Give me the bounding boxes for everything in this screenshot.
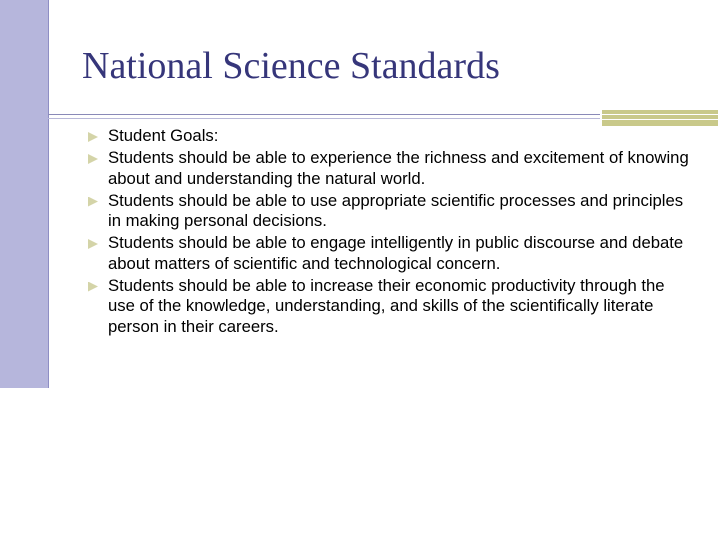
- list-item: [88, 276, 692, 338]
- divider-accent-block: [600, 110, 718, 126]
- list-item-text: Students should be able to engage intelligently in public discourse and debate about matters of scientific and technological concern.: [108, 233, 684, 273]
- slide-title: National Science Standards: [82, 45, 500, 87]
- list-item-text: Student Goals:: [108, 126, 219, 145]
- bullet-list: [88, 126, 692, 339]
- triangle-bullet-icon: [88, 154, 98, 164]
- triangle-bullet-icon: [88, 132, 98, 142]
- list-item: [88, 126, 692, 147]
- list-item: [88, 191, 692, 232]
- triangle-bullet-icon: [88, 282, 98, 292]
- list-item: [88, 233, 692, 274]
- list-item-text: Students should be able to use appropriate scientific processes and principles in making personal decisions.: [108, 190, 684, 230]
- left-accent-bar: [0, 0, 49, 388]
- list-item-text: Students should be able to experience the richness and excitement of knowing about and understanding the natural world.: [108, 148, 689, 188]
- list-item-text: Students should be able to increase their economic productivity through the use of the knowledge, understanding, and skills of the scientifically literate person in their careers.: [108, 275, 665, 336]
- triangle-bullet-icon: [88, 239, 98, 249]
- triangle-bullet-icon: [88, 197, 98, 207]
- list-item: [88, 148, 692, 189]
